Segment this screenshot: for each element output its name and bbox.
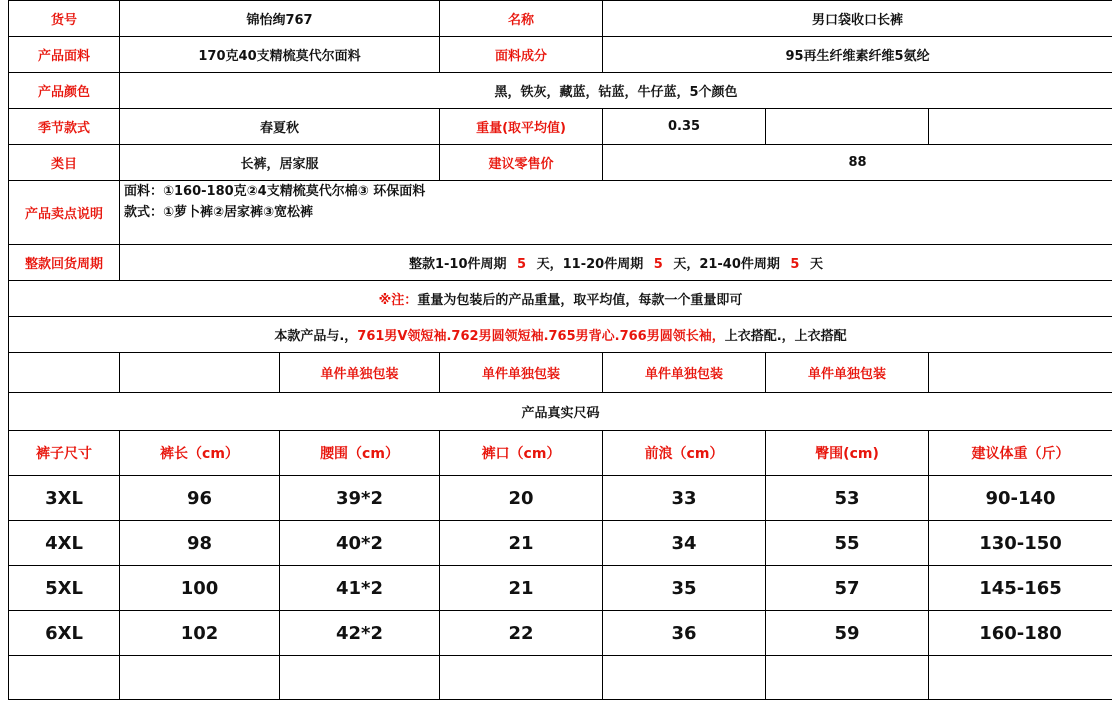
restock-days-1: 5: [517, 257, 527, 272]
note-prefix: ※注：: [378, 293, 418, 308]
empty-cell[interactable]: [766, 656, 929, 700]
size-row: [9, 611, 1112, 656]
size-cell[interactable]: 20: [440, 476, 603, 521]
composition-value[interactable]: 95再生纤维素纤维5氨纶: [603, 37, 1112, 73]
restock-days-3: 5: [790, 257, 800, 272]
packaging-cell[interactable]: 单件单独包装: [440, 353, 603, 393]
row-packaging: [9, 353, 1112, 393]
matching-text-2: 上衣搭配.，上衣搭配: [724, 329, 847, 344]
size-header-cell[interactable]: 裤长（cm）: [120, 431, 280, 476]
packaging-cell[interactable]: 单件单独包装: [766, 353, 929, 393]
price-label[interactable]: 建议零售价: [440, 145, 603, 181]
selling-points-cell[interactable]: [120, 181, 1112, 245]
row-matching: [9, 317, 1112, 353]
size-row: [9, 476, 1112, 521]
size-cell[interactable]: 21: [440, 521, 603, 566]
note-text: 重量为包装后的产品重量，取平均值，每款一个重量即可: [417, 293, 743, 308]
size-cell[interactable]: 102: [120, 611, 280, 656]
row-fabric: [9, 37, 1112, 73]
size-cell[interactable]: 42*2: [280, 611, 440, 656]
size-table-title[interactable]: 产品真实尺码: [9, 393, 1112, 431]
size-header-cell[interactable]: 腰围（cm）: [280, 431, 440, 476]
size-header-cell[interactable]: 裤口（cm）: [440, 431, 603, 476]
size-cell[interactable]: 96: [120, 476, 280, 521]
size-cell[interactable]: 3XL: [9, 476, 120, 521]
size-header-row: [9, 431, 1112, 476]
size-header-cell[interactable]: 裤子尺寸: [9, 431, 120, 476]
season-label[interactable]: 季节款式: [9, 109, 120, 145]
size-cell[interactable]: 98: [120, 521, 280, 566]
size-cell[interactable]: 59: [766, 611, 929, 656]
packaging-cell[interactable]: 单件单独包装: [603, 353, 766, 393]
empty-cell[interactable]: [120, 353, 280, 393]
empty-cell[interactable]: [766, 109, 929, 145]
size-header-cell[interactable]: 臀围(cm): [766, 431, 929, 476]
size-cell[interactable]: 41*2: [280, 566, 440, 611]
empty-cell[interactable]: [120, 656, 280, 700]
restock-text-3: 天，21-40件周期: [673, 257, 785, 272]
composition-label[interactable]: 面料成分: [440, 37, 603, 73]
size-cell[interactable]: 35: [603, 566, 766, 611]
size-cell[interactable]: 55: [766, 521, 929, 566]
empty-row: [9, 656, 1112, 700]
selling-line-fabric: 面料：①160-180克②4支精梳莫代尔棉③ 环保面料: [124, 184, 426, 199]
size-cell[interactable]: 33: [603, 476, 766, 521]
size-cell[interactable]: 145-165: [929, 566, 1112, 611]
matching-text-1: 本款产品与.，: [274, 329, 358, 344]
row-size-title: [9, 393, 1112, 431]
selling-label[interactable]: 产品卖点说明: [9, 181, 120, 245]
item-no-label[interactable]: 货号: [9, 1, 120, 37]
restock-label[interactable]: 整款回货周期: [9, 245, 120, 281]
empty-cell[interactable]: [440, 656, 603, 700]
size-cell[interactable]: 34: [603, 521, 766, 566]
empty-cell[interactable]: [929, 656, 1112, 700]
size-cell[interactable]: 4XL: [9, 521, 120, 566]
color-label[interactable]: 产品颜色: [9, 73, 120, 109]
empty-cell[interactable]: [929, 109, 1112, 145]
row-note: [9, 281, 1112, 317]
empty-cell[interactable]: [9, 656, 120, 700]
empty-cell[interactable]: [603, 656, 766, 700]
size-cell[interactable]: 36: [603, 611, 766, 656]
size-cell[interactable]: 53: [766, 476, 929, 521]
name-label[interactable]: 名称: [440, 1, 603, 37]
size-cell[interactable]: 21: [440, 566, 603, 611]
category-value[interactable]: 长裤，居家服: [120, 145, 440, 181]
selling-line-style: 款式：①萝卜裤②居家裤③宽松裤: [124, 205, 314, 220]
size-cell[interactable]: 40*2: [280, 521, 440, 566]
size-header-cell[interactable]: 前浪（cm）: [603, 431, 766, 476]
season-value[interactable]: 春夏秋: [120, 109, 440, 145]
size-row: [9, 521, 1112, 566]
empty-cell[interactable]: [280, 656, 440, 700]
restock-value[interactable]: [120, 245, 1112, 281]
category-label[interactable]: 类目: [9, 145, 120, 181]
row-restock: [9, 245, 1112, 281]
size-cell[interactable]: 130-150: [929, 521, 1112, 566]
size-row: [9, 566, 1112, 611]
size-cell[interactable]: 39*2: [280, 476, 440, 521]
size-header-cell[interactable]: 建议体重（斤）: [929, 431, 1112, 476]
product-template-sheet: [8, 0, 1112, 720]
weight-value[interactable]: 0.35: [603, 109, 766, 145]
restock-text-4: 天: [810, 257, 824, 272]
size-cell[interactable]: 6XL: [9, 611, 120, 656]
size-cell[interactable]: 90-140: [929, 476, 1112, 521]
weight-label[interactable]: 重量(取平均值): [440, 109, 603, 145]
row-category: [9, 145, 1112, 181]
size-cell[interactable]: 22: [440, 611, 603, 656]
restock-text-1: 整款1-10件周期: [408, 257, 512, 272]
size-cell[interactable]: 160-180: [929, 611, 1112, 656]
matching-items: 761男V领短袖.762男圆领短袖.765男背心.766男圆领长袖，: [357, 329, 725, 344]
restock-text-2: 天，11-20件周期: [536, 257, 648, 272]
row-item-no: [9, 1, 1112, 37]
empty-cell[interactable]: [9, 353, 120, 393]
packaging-cell[interactable]: 单件单独包装: [280, 353, 440, 393]
item-no-value[interactable]: 锦怡绚767: [120, 1, 440, 37]
note-cell[interactable]: [9, 281, 1112, 317]
fabric-value[interactable]: 170克40支精梳莫代尔面料: [120, 37, 440, 73]
name-value[interactable]: 男口袋收口长裤: [603, 1, 1112, 37]
color-value[interactable]: 黑，铁灰，藏蓝，钴蓝，牛仔蓝，5个颜色: [120, 73, 1112, 109]
empty-cell[interactable]: [929, 353, 1112, 393]
size-cell[interactable]: 5XL: [9, 566, 120, 611]
product-info-table: [8, 0, 1112, 700]
size-cell[interactable]: 57: [766, 566, 929, 611]
row-color: [9, 73, 1112, 109]
row-season: [9, 109, 1112, 145]
row-selling-points: [9, 181, 1112, 245]
restock-days-2: 5: [653, 257, 663, 272]
fabric-label[interactable]: 产品面料: [9, 37, 120, 73]
price-value[interactable]: 88: [603, 145, 1112, 181]
size-cell[interactable]: 100: [120, 566, 280, 611]
matching-cell[interactable]: [9, 317, 1112, 353]
